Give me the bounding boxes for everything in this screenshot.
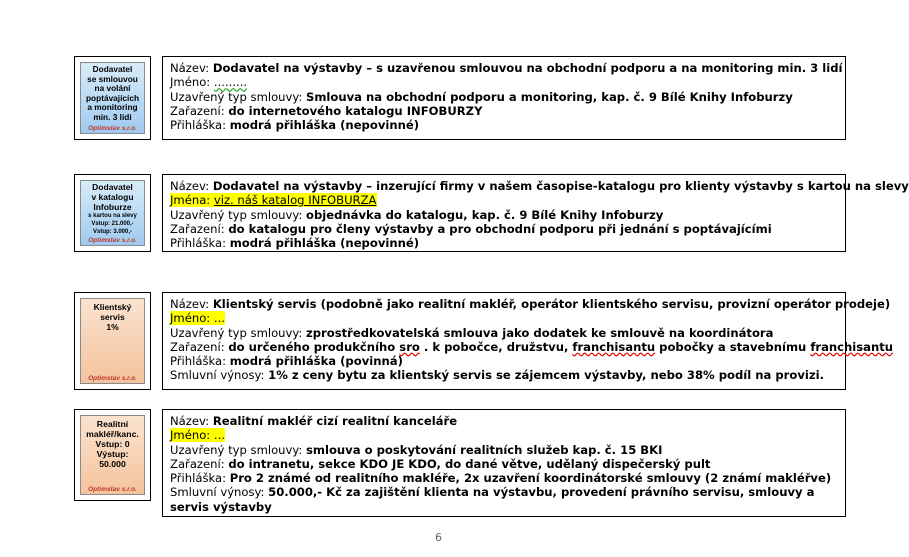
entry-4-thumbnail-footer: Optimstav s.r.o.: [88, 486, 137, 493]
page-number: 6: [435, 531, 442, 544]
application-value: modrá přihláška (nepovinné): [229, 236, 420, 251]
entry-2-thumbnail-card: [80, 180, 145, 246]
application-label: Přihláška:: [170, 236, 230, 251]
name-value: Realitní makléř cizí realitní kanceláře: [212, 414, 458, 428]
name-label: Název:: [170, 414, 213, 428]
revenue-label: Smluvní výnosy:: [170, 485, 269, 500]
classification-label: Zařazení:: [170, 103, 229, 118]
application-value: modrá přihláška (povinná): [229, 354, 403, 369]
contract-type-value: smlouva o poskytování realitních služeb kap. č. 15 BKI: [306, 442, 663, 457]
entry-4-thumbnail: [74, 409, 151, 501]
revenue-value: 50.000,- Kč za zajištění klienta na výstavbu, provedení právního servisu, smlouvy a servis výstavby: [170, 485, 815, 514]
entry-2-thumbnail-footer: Optimstav s.r.o.: [88, 237, 137, 244]
entry-1-thumbnail: [74, 56, 151, 140]
revenue-label: Smluvní výnosy:: [170, 368, 269, 383]
jmeno-label: Jméno:: [170, 75, 214, 90]
entry-3-thumbnail-footer: Optimstav s.r.o.: [88, 375, 137, 382]
entry-1-box: [162, 56, 846, 140]
jmeno-label: Jméno:: [170, 311, 214, 326]
entry-3-box: [162, 292, 894, 390]
application-label: Přihláška:: [170, 118, 230, 133]
entry-2-thumbnail-text: Dodavatel v katalogu Infoburze: [91, 182, 134, 212]
application-label: Přihláška:: [170, 471, 230, 486]
name-label: Název:: [170, 61, 213, 75]
name-value: Dodavatel na výstavby – inzerující firmy v našem časopise-katalogu pro klienty výstavby s kartou na slevy: [212, 179, 909, 193]
revenue-value: 1% z ceny bytu za klientský servis se zájemcem výstavby, nebo 38% podíl na provizi.: [268, 368, 824, 383]
jmeno-value: ...: [213, 428, 225, 443]
jmeno-value: ...: [213, 311, 225, 326]
jmeno-label: Jméno:: [170, 428, 214, 443]
application-value: modrá přihláška (nepovinné): [229, 118, 420, 133]
classification-value-part: do určeného produkčního: [228, 339, 400, 354]
classification-value-part: franchisantu: [572, 339, 656, 354]
application-value: Pro 2 známé od realitního makléře, 2x uzavření koordinátorské smlouvy (2 známí makléřve): [229, 471, 832, 486]
contract-type-label: Uzavřený typ smlouvy:: [170, 442, 306, 457]
entry-3-thumbnail-text: Klientský servis 1%: [93, 302, 132, 332]
classification-label: Zařazení:: [170, 339, 229, 354]
jmeno-value: viz. náš katalog INFOBURZA: [213, 193, 377, 208]
jmeno-label: Jména:: [170, 193, 214, 208]
classification-value-part: pobočky a stavebnímu: [655, 339, 811, 354]
contract-type-label: Uzavřený typ smlouvy:: [170, 325, 306, 340]
entry-2-thumbnail: [74, 174, 151, 252]
contract-type-value: zprostředkovatelská smlouva jako dodatek ke smlouvě na koordinátora: [306, 325, 774, 340]
entry-1-thumbnail-footer: Optimstav s.r.o.: [88, 125, 137, 132]
entry-1-thumbnail-card: [80, 62, 145, 134]
classification-value: do intranetu, sekce KDO JE KDO, do dané větve, udělaný dispečerský pult: [228, 456, 711, 471]
name-value: Klientský servis (podobně jako realitní makléř, operátor klientského servisu, provizní operátor prodeje): [212, 297, 891, 311]
contract-type-value: objednávka do katalogu, kap. č. 9 Bílé Knihy Infoburzy: [306, 207, 664, 222]
contract-type-label: Uzavřený typ smlouvy:: [170, 89, 306, 104]
classification-value-part: . k pobočce, družstvu,: [419, 339, 573, 354]
jmeno-value: .........: [213, 75, 248, 90]
name-label: Název:: [170, 179, 213, 193]
classification-value: do internetového katalogu INFOBURZY: [228, 103, 483, 118]
contract-type-value: Smlouva na obchodní podporu a monitoring, kap. č. 9 Bílé Knihy Infoburzy: [306, 89, 793, 104]
application-label: Přihláška:: [170, 354, 230, 369]
entry-4-thumbnail-card: [80, 415, 145, 495]
classification-value-part: sro: [399, 339, 420, 354]
entry-1-thumbnail-text: Dodavatel se smlouvou na volání poptávajících a monitoring min. 3 lidi: [85, 64, 140, 122]
entry-3-thumbnail: [74, 292, 151, 390]
classification-value-part: franchisantu: [810, 339, 894, 354]
entry-2-box: [162, 174, 909, 252]
entry-2-thumbnail-subtext: s kartou na slevy Vstup: 21.000,- Vstup: 3.000,-: [88, 212, 137, 235]
entry-3-thumbnail-card: [80, 298, 145, 384]
name-label: Název:: [170, 297, 213, 311]
contract-type-label: Uzavřený typ smlouvy:: [170, 207, 306, 222]
classification-value: do katalogu pro členy výstavby a pro obchodní podporu při jednání s poptávajícími: [228, 221, 772, 236]
classification-label: Zařazení:: [170, 221, 229, 236]
name-value: Dodavatel na výstavby – s uzavřenou smlouvou na obchodní podporu a na monitoring min. 3 lidí: [212, 61, 843, 75]
entry-4-thumbnail-text: Realitní makléř/kanc. Vstup: 0 Výstup: 50.000: [86, 419, 139, 469]
entry-4-box: [162, 409, 846, 517]
classification-label: Zařazení:: [170, 456, 229, 471]
